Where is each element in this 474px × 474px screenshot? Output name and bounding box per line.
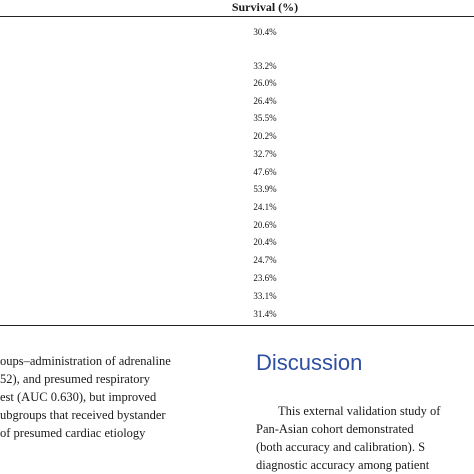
section-heading-discussion: Discussion bbox=[256, 350, 363, 375]
right-column-text bbox=[256, 402, 474, 474]
left-column-text bbox=[0, 352, 212, 442]
paragraph-line: Pan-Asian cohort demonstrated bbox=[256, 422, 414, 436]
table-row: 32.7% bbox=[253, 149, 277, 159]
table-row: 20.6% bbox=[253, 220, 277, 230]
paragraph-line: oups–administration of adrenaline bbox=[0, 354, 171, 368]
paragraph-line: (both accuracy and calibration). S bbox=[256, 440, 426, 454]
table-row: 33.2% bbox=[253, 61, 277, 71]
table-row: 24.1% bbox=[253, 202, 277, 212]
table-bottom-rule bbox=[0, 325, 474, 326]
table-row: 20.4% bbox=[253, 237, 277, 247]
paragraph-line: ubgroups that received bystander bbox=[0, 408, 166, 422]
table-row: 53.9% bbox=[253, 184, 277, 194]
paragraph-line: of presumed cardiac etiology bbox=[0, 426, 146, 440]
paragraph-line: This external validation study of bbox=[278, 404, 441, 418]
table-row: 23.6% bbox=[253, 273, 277, 283]
table-row: 24.7% bbox=[253, 255, 277, 265]
survival-column-header: Survival (%) bbox=[231, 0, 299, 14]
table-row: 30.4% bbox=[253, 27, 277, 37]
paragraph-line: 52), and presumed respiratory bbox=[0, 372, 150, 386]
table-header bbox=[0, 0, 474, 20]
table-row: 26.0% bbox=[253, 78, 277, 88]
table-row: 33.1% bbox=[253, 291, 277, 301]
table-top-rule bbox=[0, 16, 474, 17]
table-row: 26.4% bbox=[253, 96, 277, 106]
table-row: 47.6% bbox=[253, 167, 277, 177]
table-row: 31.4% bbox=[253, 309, 277, 319]
table-row: 35.5% bbox=[253, 113, 277, 123]
paragraph-line: diagnostic accuracy among patient bbox=[256, 458, 430, 472]
table-row: 20.2% bbox=[253, 131, 277, 141]
paragraph-line: est (AUC 0.630), but improved bbox=[0, 390, 157, 404]
